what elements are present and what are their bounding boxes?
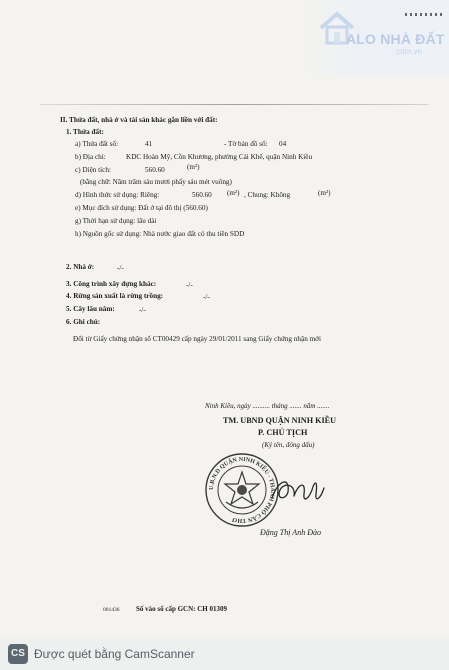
- watermark-domain: .com.vn: [394, 47, 423, 56]
- signer-role: P. CHỦ TỊCH: [258, 428, 308, 437]
- plot-number-label: a) Thửa đất số:: [75, 140, 119, 148]
- watermark: [300, 0, 449, 75]
- issuing-authority: TM. UBND QUẬN NINH KIỀU: [223, 416, 337, 425]
- perennial-value: -/-: [139, 306, 146, 314]
- perennial-label: 5. Cây lâu năm:: [66, 305, 115, 313]
- plot-number-value: 41: [145, 140, 153, 148]
- handwritten-signature: [268, 470, 328, 508]
- place-date: Ninh Kiều, ngày .......... tháng ....... năm .......: [205, 402, 330, 410]
- signer-name: Đặng Thị Anh Đào: [260, 528, 321, 537]
- scanner-caption: Được quét bằng CamScanner: [34, 647, 195, 661]
- sign-instruction: (Ký tên, đóng dấu): [262, 441, 315, 449]
- registry-code: 001436: [103, 607, 120, 613]
- area-value: 560.60: [145, 166, 165, 174]
- area-in-words: (bằng chữ: Năm trăm sáu mươi phẩy sáu mét vuông): [80, 178, 232, 186]
- usage-common: , Chung: Không: [244, 191, 291, 199]
- registry-number: Số vào sổ cấp GCN: CH 01309: [136, 605, 228, 613]
- address-label: b) Địa chỉ:: [75, 153, 106, 161]
- construction-value: -/-: [186, 281, 193, 289]
- usage-form-value: 560.60: [192, 191, 212, 199]
- map-sheet-value: 04: [279, 140, 287, 148]
- area-unit: (m²): [187, 163, 200, 171]
- map-sheet-label: - Tờ bản đồ số:: [224, 140, 268, 148]
- plot-heading: 1. Thửa đất:: [66, 128, 104, 136]
- area-label: c) Diện tích:: [75, 166, 111, 174]
- scan-specks: [405, 13, 445, 16]
- address-value: KDC Hoàn Mỹ, Cồn Khương, phường Cái Khế, quận Ninh Kiều: [126, 153, 313, 161]
- house-label: 2. Nhà ở:: [66, 263, 95, 271]
- section-title: II. Thửa đất, nhà ở và tài sản khác gắn liền với đất:: [60, 116, 218, 124]
- watermark-brand: ALO NHÀ ĐẤT: [346, 31, 445, 47]
- construction-label: 3. Công trình xây dựng khác:: [66, 280, 157, 288]
- usage-origin: h) Nguồn gốc sử dụng: Nhà nước giao đất có thu tiền SDD: [75, 230, 245, 238]
- usage-form-unit: (m²): [227, 189, 240, 197]
- top-rule: [40, 104, 428, 105]
- house-value: -/-: [117, 264, 124, 272]
- stamp-text: U.B.N.D QUẬN NINH KIỀU - THÀNH PHỐ CẦN THƠ: [208, 456, 276, 524]
- usage-purpose: e) Mục đích sử dụng: Đất ở tại đô thị (560.60): [75, 204, 208, 212]
- usage-term: g) Thời hạn sử dụng: lâu dài: [75, 217, 157, 225]
- forest-label: 4. Rừng sản xuất là rừng trồng:: [66, 292, 164, 300]
- notes-text: Đổi từ Giấy chứng nhận số CT00429 cấp ngày 29/01/2011 sang Giấy chứng nhận mới: [73, 335, 321, 343]
- notes-label: 6. Ghi chú:: [66, 318, 101, 326]
- camscanner-logo-icon: CS: [8, 644, 28, 664]
- usage-common-unit: (m²): [318, 189, 331, 197]
- scanner-footer: [0, 639, 449, 670]
- usage-form-label: d) Hình thức sử dụng: Riêng:: [75, 191, 160, 199]
- forest-value: -/-: [203, 293, 210, 301]
